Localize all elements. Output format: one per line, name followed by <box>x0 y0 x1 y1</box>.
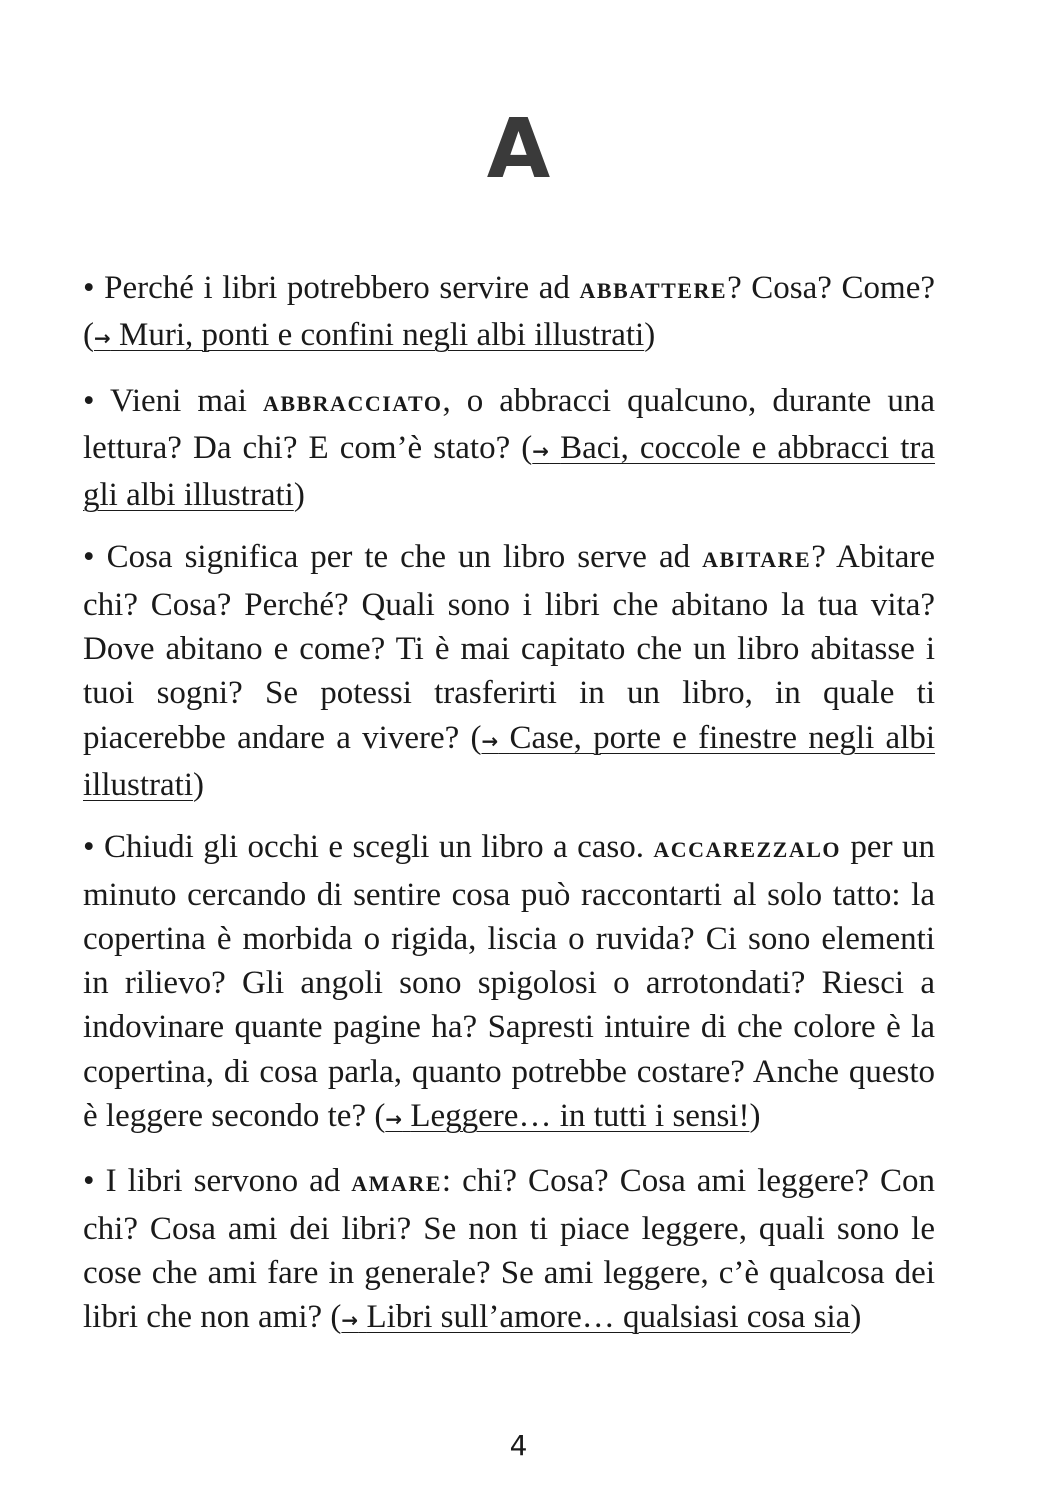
keyword: ABITARE <box>702 547 812 573</box>
entry-amare: • I libri servono ad AMARE: chi? Cosa? Cosa ami leggere? Con chi? Cosa ami dei libri? Se non ti piace leggere, quali sono le cose che ami fare in generale? Se ami leggere, c’è qualcosa dei libri che non ami? (→ Libri sull’amore… qualsiasi cosa sia) <box>83 1163 936 1336</box>
cross-reference-link[interactable]: → Case, porte e finestre negli albi illustrati <box>83 719 935 803</box>
page-number: 4 <box>509 1429 528 1462</box>
keyword: ABBRACCIATO <box>262 390 443 416</box>
cross-reference-link[interactable]: → Baci, coccole e abbracci tra gli albi illustrati <box>83 429 936 514</box>
arrow-right-icon: → <box>341 1308 359 1333</box>
bullet: • <box>83 382 95 419</box>
arrow-right-icon: → <box>481 728 499 753</box>
keyword: ABBATTERE <box>579 278 728 303</box>
arrow-right-icon: → <box>385 1107 403 1132</box>
arrow-right-icon: → <box>532 438 550 463</box>
entry-abbracciato: • Vieni mai ABBRACCIATO, o abbracci qualcuno, durante una lettura? Da chi? E com’è stato? (→ Baci, coccole e abbracci tra gli albi illustrati) <box>83 382 936 514</box>
keyword: ACCAREZZALO <box>653 837 842 863</box>
bullet: • <box>83 539 95 576</box>
bullet: • <box>83 1163 95 1200</box>
cross-reference-link[interactable]: → Muri, ponti e confini negli albi illustrati <box>94 317 645 354</box>
cross-reference-link[interactable]: → Leggere… in tutti i sensi! <box>385 1098 750 1135</box>
entry-abitare: • Cosa significa per te che un libro serve ad ABITARE? Abitare chi? Cosa? Perché? Quali sono i libri che abitano la tua vita? Dove abitano e come? Ti è mai capitato che un libro abitasse i tuoi sogni? Se potessi trasferirti in un libro, in quale ti piacerebbe andare a vivere? (→ Case, porte e finestre negli albi illustrati) <box>83 539 936 803</box>
entry-accarezzalo: • Chiudi gli occhi e scegli un libro a caso. ACCAREZZALO per un minuto cercando di sentire cosa può raccontarti al solo tatto: la copertina è morbida o rigida, liscia o ruvida? Ci sono elementi in rilievo? Gli angoli sono spigolosi o arrotondati? Riesci a indovinare quante pagine ha? Sapresti intuire di che colore è la copertina, di cosa parla, quanto potrebbe costare? Anche questo è leggere secondo te? (→ Leggere… in tutti i sensi!) <box>83 829 935 1135</box>
bullet: • <box>83 829 95 866</box>
section-letter: A <box>486 102 551 197</box>
bullet: • <box>83 270 95 306</box>
arrow-right-icon: → <box>94 326 111 351</box>
entry-abbattere: • Perché i libri potrebbero servire ad ABBATTERE? Cosa? Come? (→ Muri, ponti e confini negli albi illustrati) <box>83 270 935 354</box>
cross-reference-link[interactable]: → Libri sull’amore… qualsiasi cosa sia <box>341 1299 851 1336</box>
entry-list <box>83 266 935 1361</box>
keyword: AMARE <box>351 1171 442 1197</box>
